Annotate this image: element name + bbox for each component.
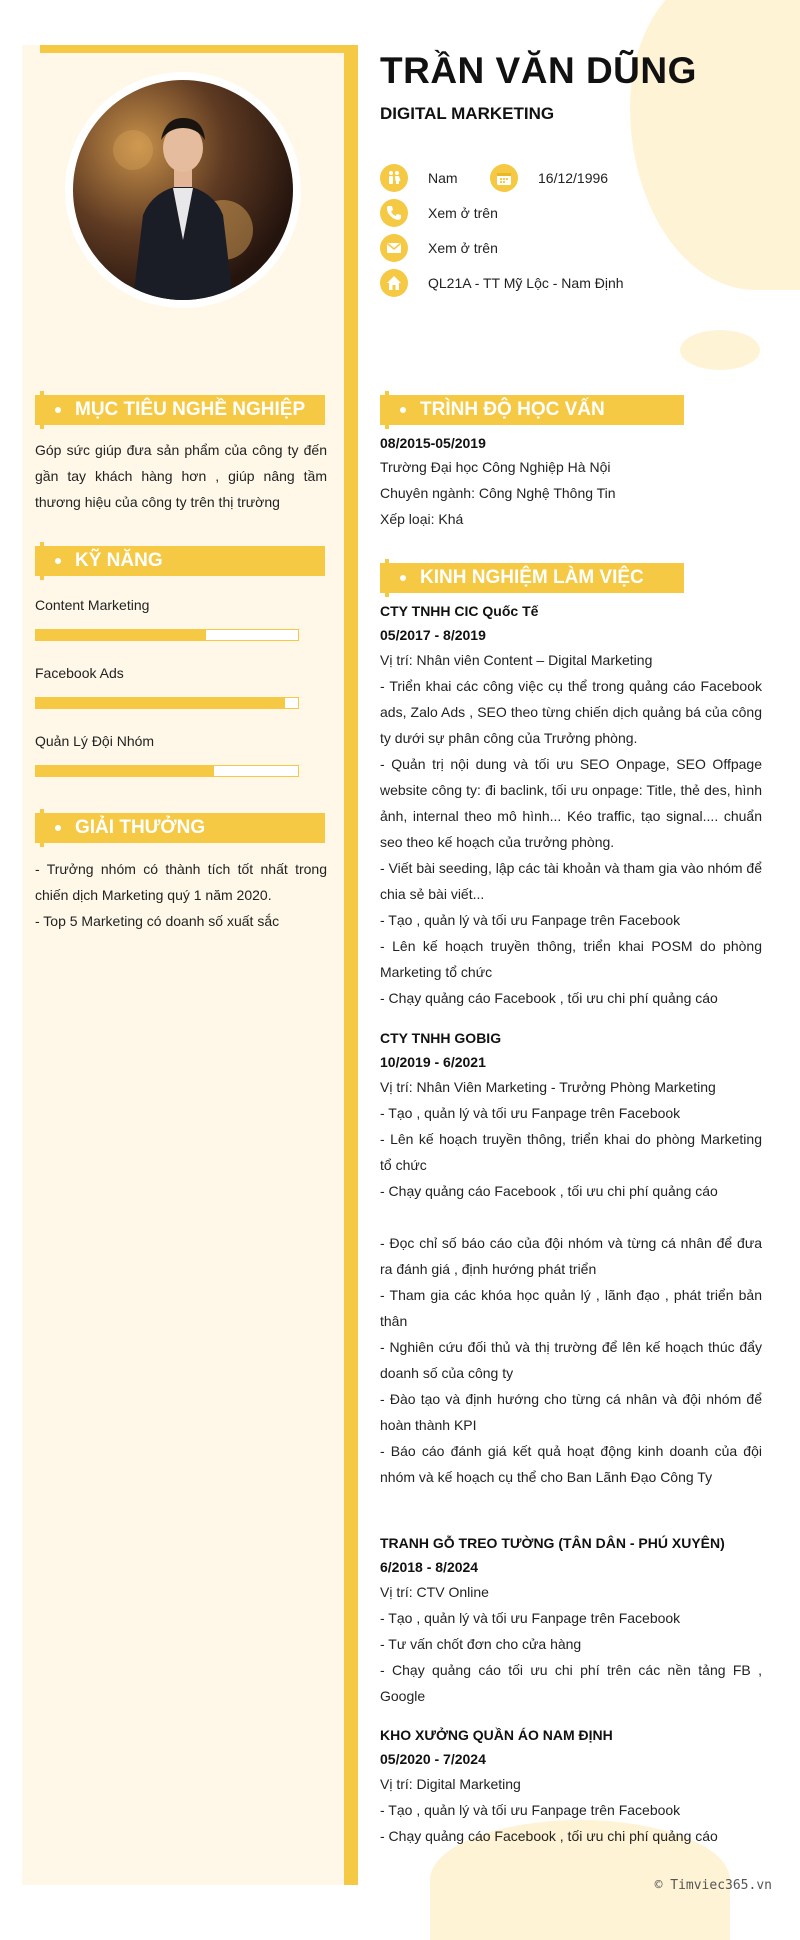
email-icon: [380, 234, 408, 262]
birthday-value: 16/12/1996: [538, 170, 609, 186]
job-company: CTY TNHH CIC Quốc Tế: [380, 603, 539, 619]
skill-level-bar: [35, 765, 299, 777]
award-item: - Top 5 Marketing có doanh số xuất sắc: [35, 913, 280, 929]
objective-text: Góp sức giúp đưa sản phẩm của công ty đến gần tay khách hàng hơn , giúp nâng tầm thương hiệu của công ty trên thị trường: [35, 442, 327, 510]
skill-level-bar: [35, 629, 299, 641]
job-duty: - Chạy quảng cáo Facebook , tối ưu chi phí quảng cáo: [380, 1828, 718, 1844]
header-notch: [40, 542, 44, 580]
header-notch: [40, 391, 44, 429]
job-duty: - Tạo , quản lý và tối ưu Fanpage trên Facebook: [380, 1105, 681, 1121]
skills-section-header: [35, 546, 325, 576]
education-title: TRÌNH ĐỘ HỌC VẤN: [420, 399, 605, 420]
skill-level-fill: [36, 766, 214, 776]
job-period: 6/2018 - 8/2024: [380, 1559, 479, 1575]
skill-name: Content Marketing: [35, 597, 150, 613]
skill-level-fill: [36, 630, 206, 640]
bullet-dot-icon: [400, 575, 406, 581]
objective-section-header: [35, 395, 325, 425]
education-school: Trường Đại học Công Nghiệp Hà Nội: [380, 459, 611, 475]
job-duty: - Quản trị nội dung và tối ưu SEO Onpage, SEO Offpage website công ty: đi baclink, tối ưu onpage: Title, thẻ des, hình ảnh, internal theo mô hình... Kéo traffic, tạo signal.... chuẩn seo theo kế hoạch của trưởng phòng.: [380, 756, 762, 850]
objective-title: MỤC TIÊU NGHỀ NGHIỆP: [75, 399, 306, 420]
job-duty: - Chạy quảng cáo tối ưu chi phí trên các nền tảng FB , Google: [380, 1662, 762, 1704]
sidebar-panel: [22, 45, 344, 1885]
gender-icon: [380, 164, 408, 192]
job-period: 10/2019 - 6/2021: [380, 1054, 486, 1070]
bullet-dot-icon: [55, 407, 61, 413]
job-duty: - Triển khai các công việc cụ thể trong quảng cáo Facebook ads, Zalo Ads , SEO theo từng chiến dịch quảng bá của công ty dưới sự phân công của Trưởng phòng.: [380, 678, 762, 746]
gender-value: Nam: [428, 170, 458, 186]
header-accent-bar: [40, 45, 358, 53]
home-icon: [380, 269, 408, 297]
job-duty: - Đào tạo và định hướng cho từng cá nhân và đội nhóm để hoàn thành KPI: [380, 1391, 762, 1433]
job-duty: - Tham gia các khóa học quản lý , lãnh đạo , phát triển bản thân: [380, 1287, 762, 1329]
decor-blob-right: [680, 330, 760, 370]
job-duty: - Tư vấn chốt đơn cho cửa hàng: [380, 1636, 582, 1652]
job-duty: - Đọc chỉ số báo cáo của đội nhóm và từng cá nhân để đưa ra đánh giá , định hướng phát triển: [380, 1235, 762, 1277]
job-duty: - Lên kế hoạch truyền thông, triển khai POSM do phòng Marketing tổ chức: [380, 938, 762, 980]
job-position: Vị trí: Digital Marketing: [380, 1776, 521, 1792]
job-duty: - Chạy quảng cáo Facebook , tối ưu chi phí quảng cáo: [380, 1183, 718, 1199]
skill-level-bar: [35, 697, 299, 709]
avatar: [65, 72, 301, 308]
phone-value: Xem ở trên: [428, 205, 498, 221]
job-period: 05/2017 - 8/2019: [380, 627, 486, 643]
bullet-dot-icon: [400, 407, 406, 413]
header-notch: [385, 391, 389, 429]
job-duty: - Nghiên cứu đối thủ và thị trường để lên kế hoạch thúc đẩy doanh số của công ty: [380, 1339, 762, 1381]
job-company: CTY TNHH GOBIG: [380, 1030, 502, 1046]
job-duty: - Tạo , quản lý và tối ưu Fanpage trên Facebook: [380, 912, 681, 928]
job-company: KHO XƯỞNG QUẦN ÁO NAM ĐỊNH: [380, 1727, 613, 1743]
job-duty: - Tạo , quản lý và tối ưu Fanpage trên Facebook: [380, 1610, 681, 1626]
experience-section-header: [380, 563, 684, 593]
awards-title: GIẢI THƯỞNG: [75, 817, 206, 838]
job-duty: - Viết bài seeding, lập các tài khoản và tham gia vào nhóm để chia sẻ bài viết...: [380, 860, 762, 902]
candidate-role: DIGITAL MARKETING: [380, 104, 555, 123]
awards-section-header: [35, 813, 325, 843]
skill-name: Facebook Ads: [35, 665, 124, 681]
job-duty: - Lên kế hoạch truyền thông, triển khai do phòng Marketing tổ chức: [380, 1131, 762, 1173]
bullet-dot-icon: [55, 558, 61, 564]
header-notch: [385, 559, 389, 597]
job-position: Vị trí: CTV Online: [380, 1584, 489, 1600]
education-period: 08/2015-05/2019: [380, 435, 486, 451]
watermark: © Timviec365.vn: [654, 1878, 772, 1893]
calendar-icon: [490, 164, 518, 192]
award-item: - Trưởng nhóm có thành tích tốt nhất trong chiến dịch Marketing quý 1 năm 2020.: [35, 861, 327, 903]
skill-name: Quản Lý Đội Nhóm: [35, 733, 155, 749]
bullet-dot-icon: [55, 825, 61, 831]
decor-blob-top: [630, 0, 800, 290]
job-duty: - Báo cáo đánh giá kết quả hoạt động kinh doanh của đội nhóm và kế hoạch cụ thể cho Ban Lãnh Đạo Công Ty: [380, 1443, 762, 1485]
sidebar-accent-bar: [344, 45, 358, 1885]
email-value: Xem ở trên: [428, 240, 498, 256]
skill-level-fill: [36, 698, 285, 708]
job-position: Vị trí: Nhân viên Content – Digital Marketing: [380, 652, 653, 668]
person-silhouette-icon: [73, 80, 293, 300]
address-value: QL21A - TT Mỹ Lộc - Nam Định: [428, 275, 624, 291]
education-grade: Xếp loại: Khá: [380, 511, 464, 527]
job-duty: - Chạy quảng cáo Facebook , tối ưu chi phí quảng cáo: [380, 990, 718, 1006]
candidate-name: TRẦN VĂN DŨNG: [380, 50, 697, 91]
header-notch: [40, 809, 44, 847]
job-company: TRANH GỖ TREO TƯỜNG (TÂN DÂN - PHÚ XUYÊN): [380, 1535, 725, 1551]
experience-title: KINH NGHIỆM LÀM VIỆC: [420, 567, 644, 588]
education-section-header: [380, 395, 684, 425]
skills-title: KỸ NĂNG: [75, 550, 163, 571]
avatar-photo: [73, 80, 293, 300]
phone-icon: [380, 199, 408, 227]
job-duty: - Tạo , quản lý và tối ưu Fanpage trên Facebook: [380, 1802, 681, 1818]
job-position: Vị trí: Nhân Viên Marketing - Trưởng Phòng Marketing: [380, 1079, 716, 1095]
education-major: Chuyên ngành: Công Nghệ Thông Tin: [380, 485, 616, 501]
job-period: 05/2020 - 7/2024: [380, 1751, 486, 1767]
